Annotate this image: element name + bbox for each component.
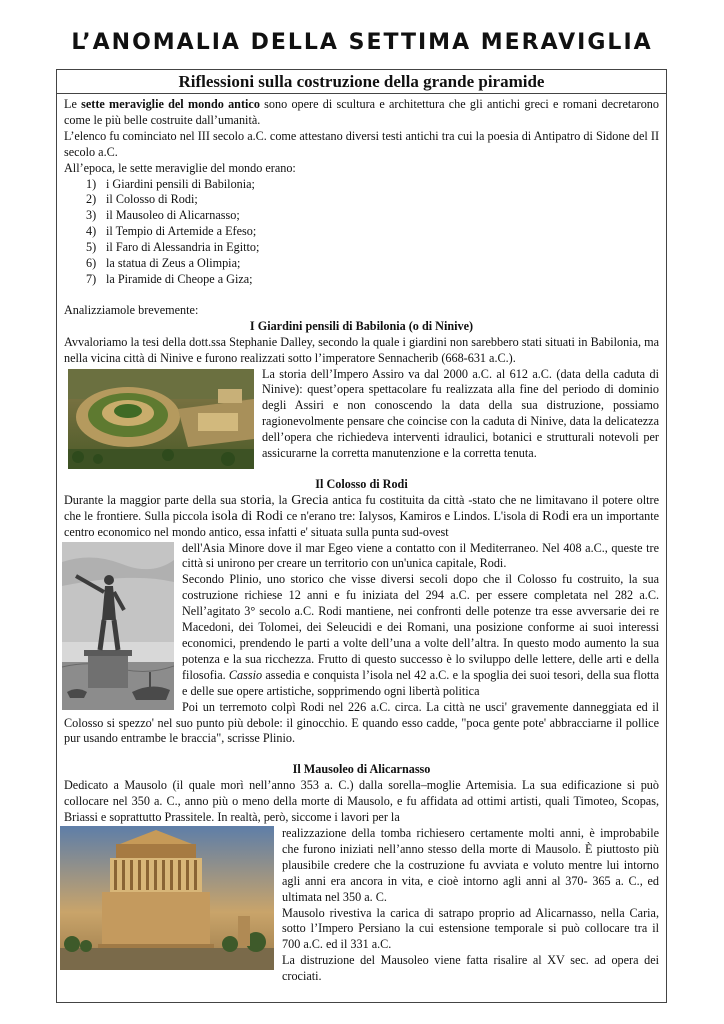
list-item: 7) la Piramide di Cheope a Giza; <box>86 271 253 286</box>
list-item: 2) il Colosso di Rodi; <box>86 192 198 207</box>
mausoleo-paragraph-2: realizzazione della tomba richiesero certamente molti anni, è improbabile che furono iniziati nell’anno stesso della morte di Mausolo. È piuttosto più plausibile credere che la costruzione fu avviata e voluto mentre lui intorno agli anni era ancora in vita, e cioè intorno agli anni al 370- 365 a. C., ed ultimata nel 350 a. C. <box>282 825 659 904</box>
list-item: 1) i Giardini pensili di Babilonia; <box>86 176 255 191</box>
giardini-block <box>64 367 659 462</box>
section-heading-mausoleo: Il Mausoleo di Alicarnasso <box>292 762 431 777</box>
gardens-image <box>68 369 254 469</box>
mausoleo-paragraph-4: La distruzione del Mausoleo viene fatta risalire al XV sec. ad opera dei crociati. <box>282 953 659 984</box>
section-heading-colosso: Il Colosso di Rodi <box>315 476 408 491</box>
intro-paragraph-2: L’elenco fu cominciato nel III secolo a.C. come attestano diversi testi antichi tra cui la poesia di Antipatro di Sidone del II secolo a.C. <box>64 128 659 159</box>
wonders-list <box>64 177 659 288</box>
article-body <box>64 97 659 985</box>
list-item: 4) il Tempio di Artemide a Efeso; <box>86 224 257 239</box>
colosso-paragraph-4: Poi un terremoto colpì Rodi nel 226 a.C. circa. La città ne usci' gravemente danneggiata ed il Colosso si spezzo' nel suo punto più debole: il ginocchio. E quando esso cadde, "poca gente pote' abbracciarne il pollice pur usando entrambe le braccia", scrisse Plinio. <box>64 699 659 746</box>
section-heading-giardini: I Giardini pensili di Babilonia (o di Ninive) <box>249 318 474 333</box>
intro-paragraph-4: Analizziamole brevemente: <box>64 302 199 317</box>
colosso-block <box>64 541 659 748</box>
list-item: 3) il Mausoleo di Alicarnasso; <box>86 208 240 223</box>
mausoleo-block <box>64 826 659 985</box>
intro-paragraph-3: All’epoca, le sette meraviglie del mondo erano: <box>64 160 296 175</box>
list-item: 5) il Faro di Alessandria in Egitto; <box>86 240 260 255</box>
mausoleo-paragraph-1: Dedicato a Mausolo (il quale morì nell’anno 353 a. C.) dalla sorella–moglie Artemisia. La sua edificazione si può collocare nel 350 a. C., anno più o meno della morte di Mausolo, e fu affidata ad ottimi artisti, quali Timoteo, Scopas, Briassi e soprattutto Prassitele. In realtà, però, siccome i lavori per la <box>64 778 659 825</box>
colosso-paragraph-2: dell'Asia Minore dove il mar Egeo viene a contatto con il Mediterraneo. Nel 408 a.C., queste tre città si unirono per creare un territorio con un'unica capitale, Rodi. <box>182 540 659 571</box>
giardini-paragraph-1: Avvaloriamo la tesi della dott.ssa Stephanie Dalley, secondo la quale i giardini non sarebbero stati situati in Babilonia, ma nella vicina città di Ninive e furono realizzati sotto l’imperatore Sennacherib (668-631 a.C.). <box>64 334 659 365</box>
subtitle: Riflessioni sulla costruzione della grande piramide <box>56 69 667 94</box>
giardini-paragraph-2: La storia dell’Impero Assiro va dal 2000 a.C. al 612 a.C. (data della caduta di Ninive): quest’opera spettacolare fu realizzata alla fine del periodo di dominio degli Assiri e non conoscendo la data della sua distruzione, possiamo ragionevolmente pensare che coincise con la caduta di Ninive, data la delicatezza dell’opera che richiedeva interventi idraulici, botanici e strutturali notevoli per assicurarne la corretta manutenzione e la corretta tenuta. <box>262 366 659 461</box>
mausoleo-paragraph-3: Mausolo rivestiva la carica di satrapo proprio ad Alicarnasso, nella Caria, sotto l’Impero Persiano la cui estensione temporale si può collocare tra il 700 a.C. ed il 331 a.C. <box>282 905 659 952</box>
mausoleum-image <box>60 826 274 970</box>
colossus-image <box>62 542 174 710</box>
page-title: L’ANOMALIA DELLA SETTIMA MERAVIGLIA <box>71 30 653 55</box>
colosso-paragraph-3: Secondo Plinio, uno storico che visse diversi secoli dopo che il Colosso fu costruito, la sua costruzione richiese 12 anni e fu iniziata del 294 a.C. per essere completata nel 282 a.C. Nell’agitato 3° secolo a.C. Rodi mantiene, nei confronti delle potenze tra esse avversarie dei re Macedoni, dei Tolomei, dei Seleucidi e dei Romani, una posizione conforme ai suoi interessi economici, prendendo le parti a volte dell’una a volte dell’altra. In questo modo aumento la sua potenza e la sua ricchezza. Frutto di questo successo è lo sviluppo delle lettere, delle arti e della filosofia. Cassio assedia e conquista l’isola nel 42 a.C. e la spoglia dei suoi tesori, della sua flotta e delle sue opere artistiche, sopprimendo ogni libertà politica <box>182 572 659 698</box>
colosso-paragraph-1: Durante la maggior parte della sua storia, la Grecia antica fu costituita da città -stato che ne limitavano il potere oltre che le frontiere. Sulla piccola isola di Rodi ce n'erano tre: Ialysos, Kamiros e Lindos. L'isola di Rodi era un importante centro economico nel mondo antico, essa infatti e' situata sulla punta sud-ovest <box>64 492 660 539</box>
intro-paragraph-1: Le sette meraviglie del mondo antico sono opere di scultura e architettura che gli antichi greci e romani decretarono come le più belle costruite dall’umanità. <box>64 97 659 127</box>
list-item: 6) la statua di Zeus a Olimpia; <box>86 256 241 271</box>
